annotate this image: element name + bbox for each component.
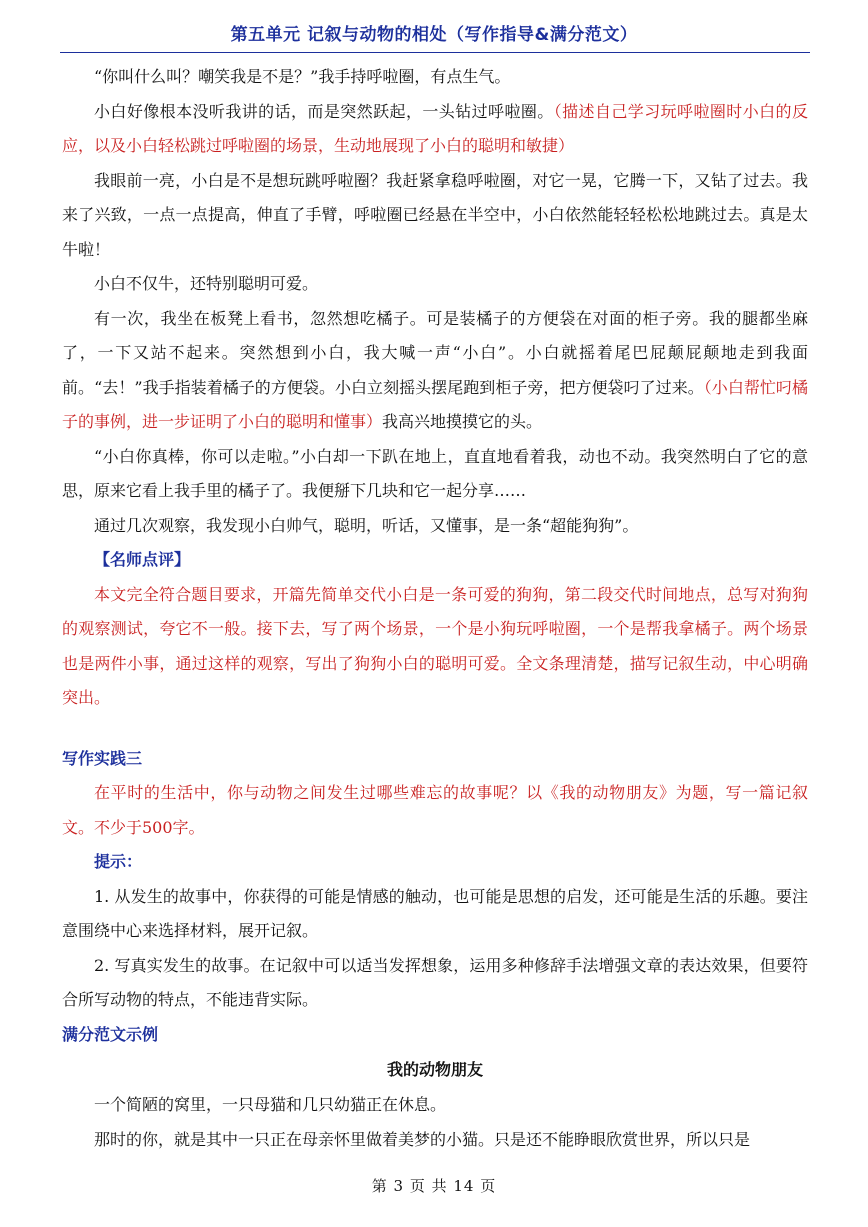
section-gap [62, 716, 808, 742]
paragraph-1 [62, 60, 808, 95]
tip-2: 2. 写真实发生的故事。在记叙中可以适当发挥想象，运用多种修辞手法增强文章的表达效果，但要符合所写动物的特点，不能违背实际。 [62, 955, 808, 1009]
tips-heading: 提示： [94, 852, 143, 871]
paragraph-text: “你叫什么叫？嘲笑我是不是？”我手持呼啦圈，有点生气。 [94, 67, 511, 86]
page-number: 第 3 页 共 14 页 [371, 1177, 497, 1195]
tip-1: 1. 从发生的故事中，你获得的可能是情感的触动，也可能是思想的启发，还可能是生活的乐趣。要注意围绕中心来选择材料，展开记叙。 [62, 886, 808, 940]
paragraph-text: 通过几次观察，我发现小白帅气，聪明，听话，又懂事，是一条“超能狗狗”。 [94, 515, 639, 535]
annotation-note: （小白帮忙叼橘子的事例，进一步证明了小白的聪明和懂事） [62, 377, 808, 431]
practice-heading: 写作实践三 [62, 748, 143, 768]
paragraph-2 [62, 95, 808, 164]
paragraph-text: 小白好像根本没听我讲的话，而是突然跃起，一头钻过呼啦圈。 [94, 101, 554, 121]
sample-paragraph-2: 那时的你，就是其中一只正在母亲怀里做着美梦的小猫。只是还不能睁眼欣赏世界，所以只是 [94, 1129, 751, 1149]
paragraph-7 [62, 509, 808, 544]
document-body [62, 60, 808, 1157]
page-header-title: 第五单元 记叙与动物的相处（写作指导&满分范文） [230, 25, 638, 45]
paragraph-text: 小白不仅牛，还特别聪明可爱。 [94, 274, 319, 293]
paragraph-5 [62, 302, 808, 440]
teacher-comment-text: 本文完全符合题目要求，开篇先简单交代小白是一条可爱的狗狗，第二段交代时间地点，总写对狗狗的观察测试，夸它不一般。接下去，写了两个场景，一个是小狗玩呼啦圈，一个是帮我拿橘子。两个场景也是两件小事，通过这样的观察，写出了狗狗小白的聪明可爱。全文条理清楚，描写记叙生动，中心明确突出。 [62, 584, 808, 707]
teacher-comment-heading: 【名师点评】 [94, 550, 191, 569]
paragraph-text: 有一次，我坐在板凳上看书，忽然想吃橘子。可是装橘子的方便袋在对面的柜子旁。我的腿都坐麻了，一下又站不起来。突然想到小白，我大喊一声“小白”。小白就摇着尾巴屁颠屁颠地走到我面前。“去！”我手指装着橘子的方便袋。小白立刻摇头摆尾跑到柜子旁，把方便袋叼了过来。 [62, 308, 808, 397]
annotation-note: （描述自己学习玩呼啦圈时小白的反应，以及小白轻松跳过呼啦圈的场景，生动地展现了小白的聪明和敏捷） [62, 101, 808, 155]
sample-essay-title: 我的动物朋友 [386, 1060, 483, 1079]
paragraph-text: “小白你真棒，你可以走啦。”小白却一下趴在地上，直直地看着我，动也不动。我突然明白了它的意思，原来它看上我手里的橘子了。我便掰下几块和它一起分享…… [62, 446, 808, 500]
header-divider [60, 52, 810, 53]
sample-heading: 满分范文示例 [62, 1024, 159, 1044]
practice-prompt: 在平时的生活中，你与动物之间发生过哪些难忘的故事呢？以《我的动物朋友》为题，写一篇记叙文。不少于500字。 [62, 783, 808, 837]
paragraph-4 [62, 267, 808, 302]
paragraph-text: 我高兴地摸摸它的头。 [382, 412, 543, 431]
paragraph-text: 我眼前一亮，小白是不是想玩跳呼啦圈？我赶紧拿稳呼啦圈，对它一晃，它腾一下，又钻了过去。我来了兴致，一点一点提高，伸直了手臂，呼啦圈已经悬在半空中，小白依然能轻轻松松地跳过去。真是太牛啦！ [62, 170, 808, 259]
paragraph-6 [62, 440, 808, 509]
paragraph-3 [62, 164, 808, 268]
sample-paragraph-1: 一个简陋的窝里，一只母猫和几只幼猫正在休息。 [94, 1095, 447, 1114]
